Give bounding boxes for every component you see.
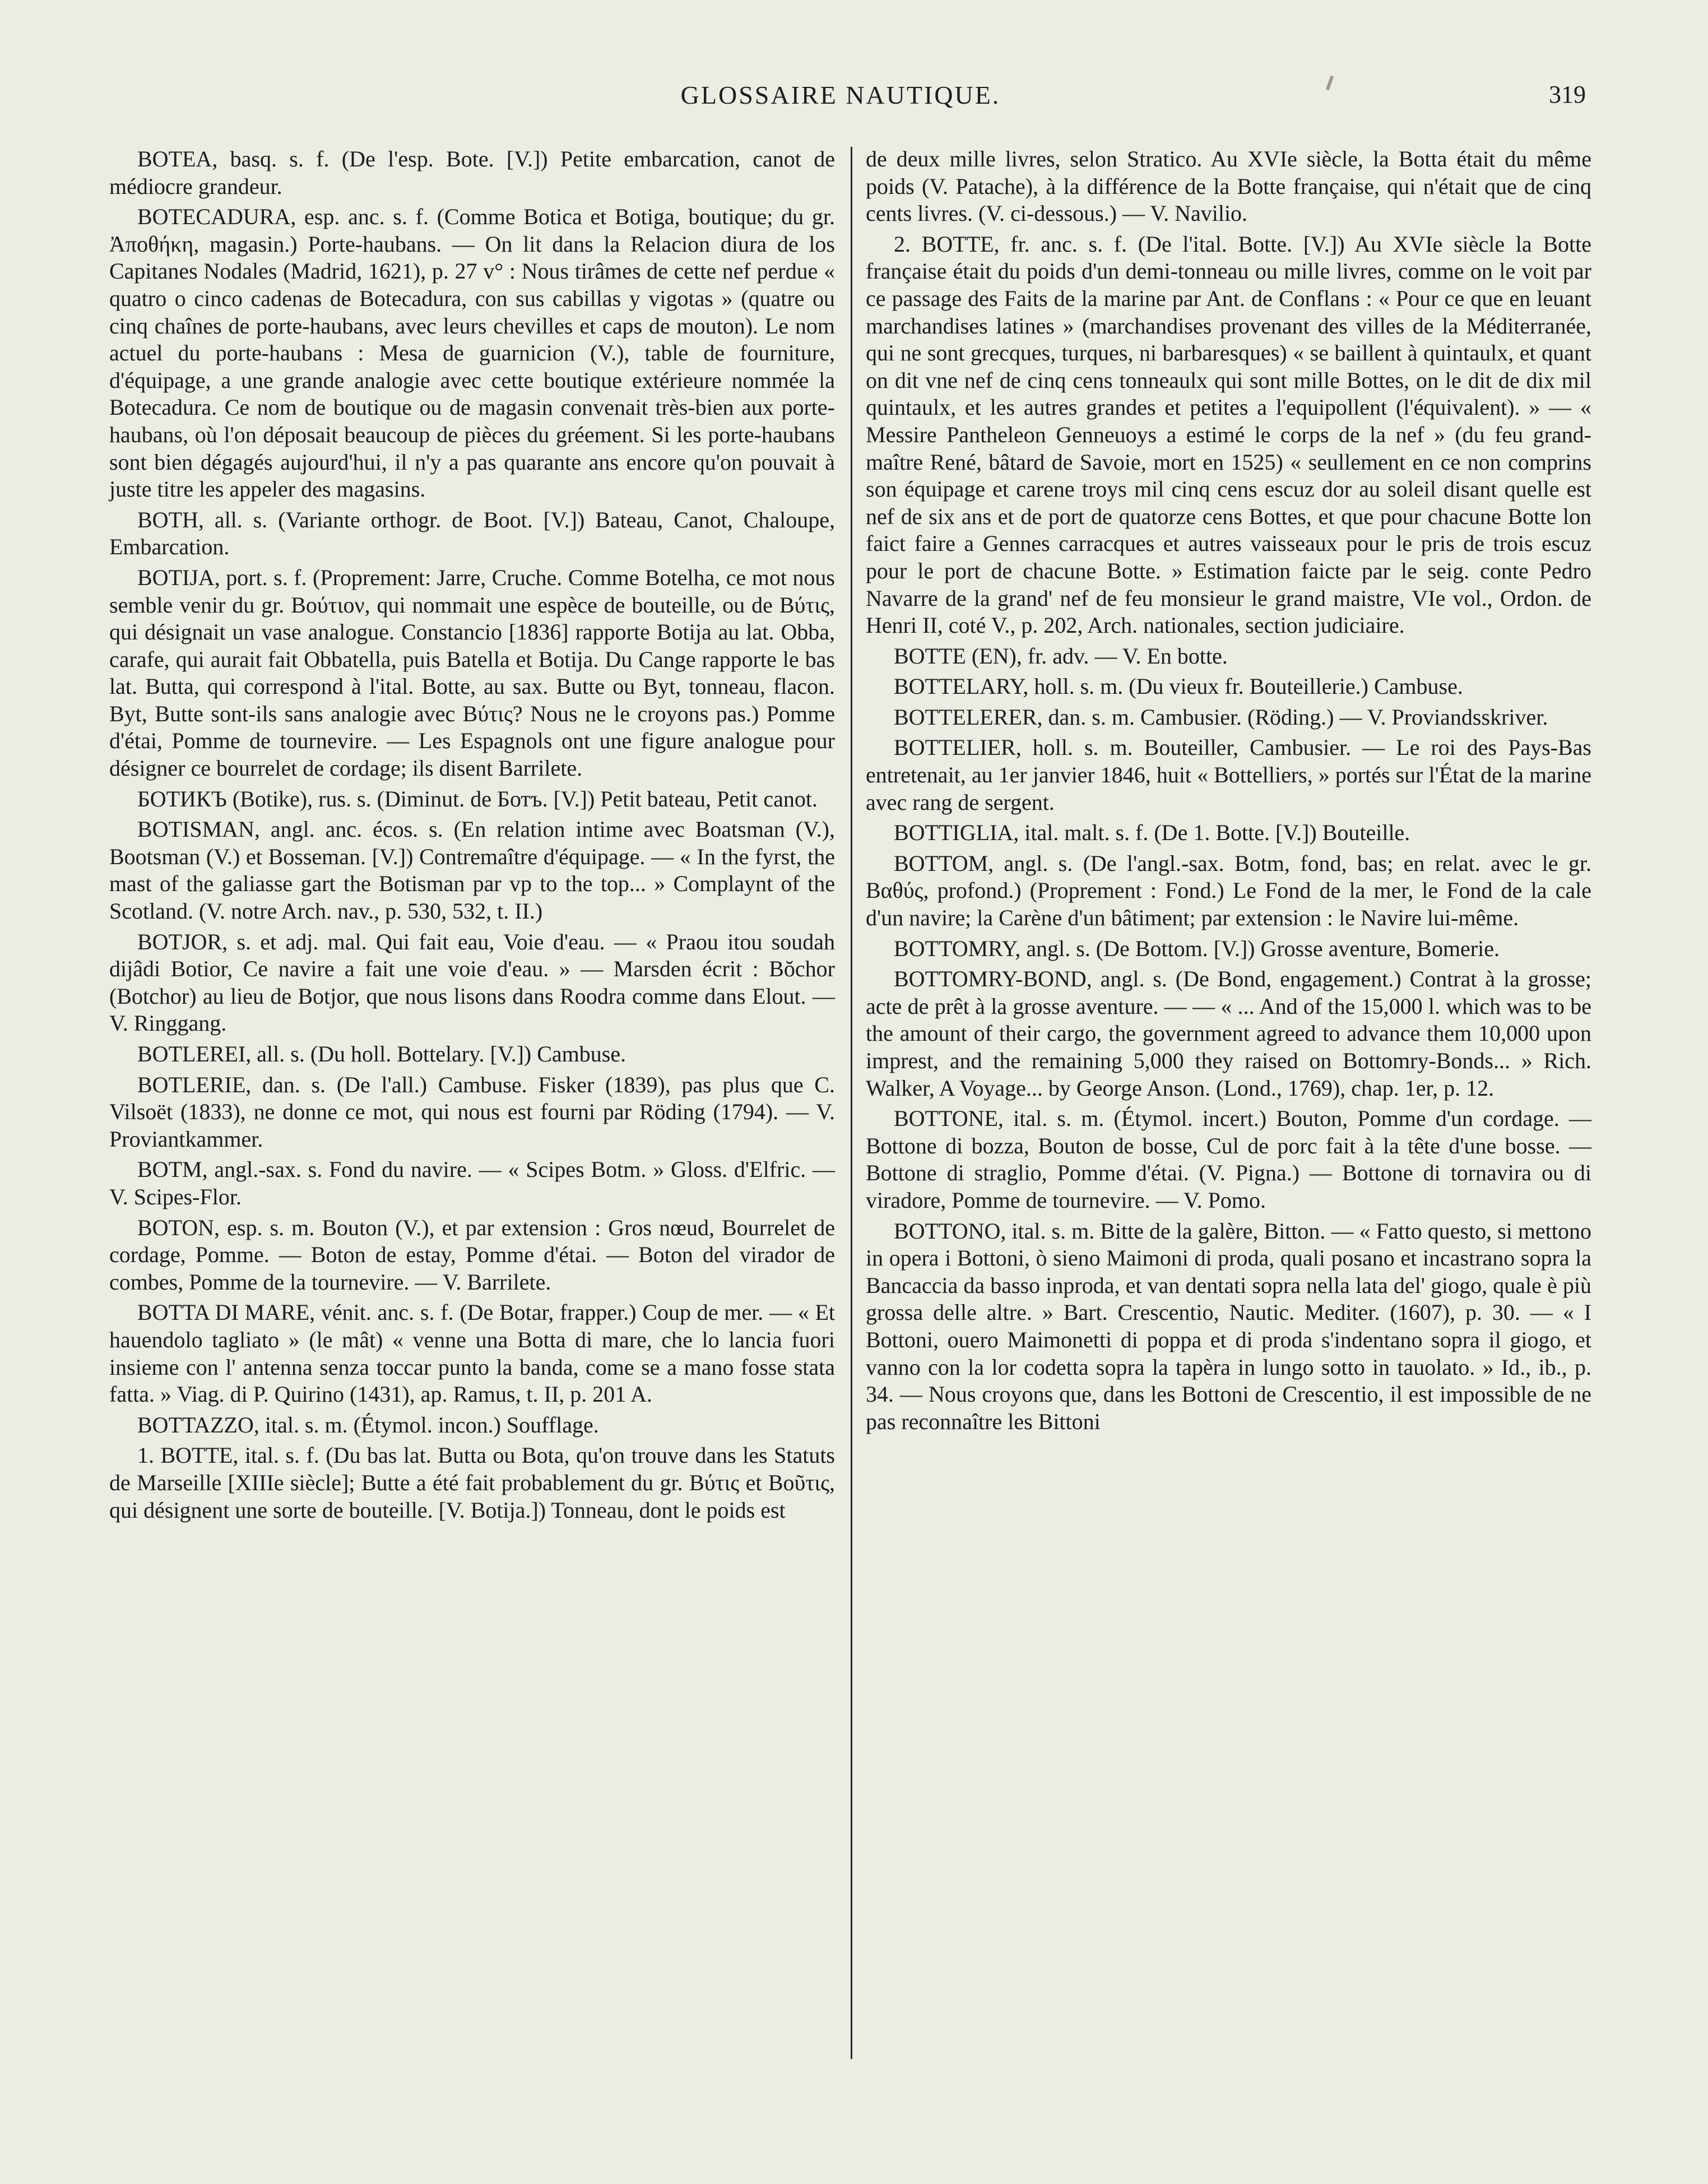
page-header: [95, 70, 1586, 132]
entry-bottom: BOTTOM, angl. s. (De l'angl.-sax. Botm, fond, bas; en relat. avec le gr. Βαθύς, profond.) (Proprement : Fond.) Le Fond de la mer, le Fond de la cale d'un navire; la Carène d'un bâtiment; par extension : le Navire lui-même.: [866, 850, 1591, 931]
entry-botija: BOTIJA, port. s. f. (Proprement: Jarre, Cruche. Comme Botelha, ce mot nous semble venir du gr. Βούτιον, qui nommait une espèce de bouteille, ou de Βύτις, qui désignait un vase analogue. Constancio [1836] rapporte Botija au lat. Obba, carafe, qui aurait fait Obbatella, puis Batella et Botija. Du Cange rapporte le bas lat. Butta, qui correspond à l'ital. Botte, au sax. Butte ou Byt, tonneau, flacon. Byt, Butte sont-ils sans analogie avec Βύτις? Nous ne le croyons pas.) Pomme d'étai, Pomme de tournevire. — Les Espagnols ont une figure analogue pour désigner ce bourrelet de cordage; ils disent Barrilete.: [109, 564, 835, 781]
entry-botte-1-continued: de deux mille livres, selon Stratico. Au XVIe siècle, la Botta était du même poids (V. Patache), à la différence de la Botte française, qui n'était que de cinq cents livres. (V. ci-dessous.) — V. Navilio.: [866, 146, 1591, 226]
entry-botta-di-mare: BOTTA DI MARE, vénit. anc. s. f. (De Botar, frapper.) Coup de mer. — « Et hauendolo tagliato » (le mât) « venne una Botta di mare, che lo lancia fuori insieme con l' antenna senza toccar punto la banda, come se a mano fosse stata fatta. » Viag. di P. Quirino (1431), ap. Ramus, t. II, p. 201 A.: [109, 1300, 835, 1407]
entry-bottone: BOTTONE, ital. s. m. (Étymol. incert.) Bouton, Pomme d'un cordage. — Bottone di bozza, Bouton de bosse, Cul de porc fait à la tête d'une bosse. — Bottone di straglio, Pomme d'étai. (V. Pigna.) — Bottone di tornavira ou di viradore, Pomme de tournevire. — V. Pomo.: [866, 1106, 1591, 1213]
entry-bottelary: BOTTELARY, holl. s. m. (Du vieux fr. Bouteillerie.) Cambuse.: [894, 674, 1463, 699]
entry-both: BOTH, all. s. (Variante orthogr. de Boot. [V.]) Bateau, Canot, Chaloupe, Embarcation.: [109, 507, 835, 560]
entry-bottiglia: BOTTIGLIA, ital. malt. s. f. (De 1. Botte. [V.]) Bouteille.: [894, 820, 1410, 846]
entry-botisman: BOTISMAN, angl. anc. écos. s. (En relation intime avec Boatsman (V.), Bootsman (V.) et Bosseman. [V.]) Contremaître d'équipage. — « In the fyrst, the mast of the galiasse gart the Botisman par vp to the top... » Complaynt of the Scotland. (V. notre Arch. nav., p. 530, 532, t. II.): [109, 817, 835, 924]
running-title: GLOSSAIRE NAUTIQUE.: [680, 81, 1001, 109]
page-number: 319: [1549, 81, 1586, 108]
entry-botea: BOTEA, basq. s. f. (De l'esp. Bote. [V.]) Petite embarcation, canot de médiocre grandeur.: [109, 146, 835, 199]
entry-botte-en: BOTTE (EN), fr. adv. — V. En botte.: [894, 643, 1228, 669]
left-column: [109, 146, 835, 1527]
entry-botteleren: BOTTELERER, dan. s. m. Cambusier. (Röding.) — V. Proviandsskriver.: [894, 704, 1548, 730]
entry-botecadura: BOTECADURA, esp. anc. s. f. (Comme Botica et Botiga, boutique; du gr. Ἀποθήκη, magasin.) Porte-haubans. — On lit dans la Relacion diura de los Capitanes Nodales (Madrid, 1621), p. 27 v° : Nous tirâmes de cette nef perdue « quatro o cinco cadenas de Botecadura, con sus cabillas y vigotas » (quatre ou cinq chaînes de porte-haubans, avec leurs chevilles et caps de mouton). Le nom actuel du porte-haubans : Mesa de guarnicion (V.), table de fourniture, d'équipage, a une grande analogie avec cette boutique extérieure nommée la Botecadura. Ce nom de boutique ou de magasin convenait très-bien aux porte-haubans, où l'on déposait beaucoup de pièces du gréement. Si les porte-haubans sont bien dégagés aujourd'hui, il n'y a pas quarante ans encore qu'on pouvait à juste titre les appeler des magasins.: [109, 204, 835, 502]
entry-botjor: BOTJOR, s. et adj. mal. Qui fait eau, Voie d'eau. — « Praou itou soudah dijâdi Botior, Ce navire a fait une voie d'eau. » — Marsden écrit : Bŏchor (Botchor) au lieu de Botjor, que nous lisons dans Roodra comme dans Elout. — V. Ringgang.: [109, 929, 835, 1036]
entry-botte-1: 1. BOTTE, ital. s. f. (Du bas lat. Butta ou Bota, qu'on trouve dans les Statuts de Marseille [XIIIe siècle]; Butte a été fait probablement du gr. Βύτις et Βοῦτις, qui désignent une sorte de bouteille. [V. Botija.]) Tonneau, dont le poids est: [109, 1443, 835, 1523]
entry-bottomry-bond: BOTTOMRY-BOND, angl. s. (De Bond, engagement.) Contrat à la grosse; acte de prêt à la grosse aventure. — — « ... And of the 15,000 l. which was to be the amount of their cargo, the government agreed to advance them 10,000 upon imprest, and the remaining 5,000 they raised on Bottomry-Bonds... » Rich. Walker, A Voyage... by George Anson. (Lond., 1769), chap. 1er, p. 12.: [866, 966, 1591, 1101]
entry-botlerie: BOTLERIE, dan. s. (De l'all.) Cambuse. Fisker (1839), pas plus que C. Vilsoët (1833), ne donne ce mot, qui nous est fourni par Röding (1794). — V. Proviantkammer.: [109, 1072, 835, 1152]
entry-bottomry: BOTTOMRY, angl. s. (De Bottom. [V.]) Grosse aventure, Bomerie.: [894, 935, 1500, 961]
entry-bottono: BOTTONO, ital. s. m. Bitte de la galère, Bitton. — « Fatto questo, si mettono in opera i Bottoni, ò sieno Maimoni di proda, quali posano et incastrano sopra la Bancaccia da basso inproda, et van dentati sopra nella lata del' giogo, quale è più grossa delle altre. » Bart. Crescentio, Nautic. Mediter. (1607), p. 30. — « I Bottoni, ouero Maimonetti di poppa et di proda s'indentano sopra il giogo, et vanno con la lor codetta sopra la tapèra in lungo sotto in tauolato. » Id., ib., p. 34. — Nous croyons que, dans les Bottoni de Crescentio, il est impossible de ne pas reconnaître les Bittoni: [866, 1218, 1591, 1434]
right-column: [866, 146, 1591, 1439]
entry-botlerei: BOTLEREI, all. s. (Du holl. Bottelary. [V.]) Cambuse.: [137, 1041, 626, 1067]
entry-bottazzo: BOTTAZZO, ital. s. m. (Étymol. incon.) Soufflage.: [137, 1412, 599, 1438]
entry-botike: БОТИКЪ (Botike), rus. s. (Diminut. de Ботъ. [V.]) Petit bateau, Petit canot.: [137, 786, 818, 812]
entry-botm: BOTM, angl.-sax. s. Fond du navire. — « Scipes Botm. » Gloss. d'Elfric. — V. Scipes-Flor.: [109, 1157, 835, 1209]
column-divider: [851, 147, 852, 2059]
entry-botte-2: 2. BOTTE, fr. anc. s. f. (De l'ital. Botte. [V.]) Au XVIe siècle la Botte française était du poids d'un demi-tonneau ou mille livres, comme on le voit par ce passage des Faits de la marine par Ant. de Conflans : « Pour ce que en leuant marchandises latines » (marchandises provenant des villes de la Méditerranée, qui ne sont grecques, turques, ni barbaresques) « se baillent à quintaulx, et quant on dit vne nef de cinq cens tonneaulx qui sont mille Bottes, on le dit de dix mil quintaulx, et les autres grandes et petites a l'equipollent (l'équivalent). » — « Messire Pantheleon Genneuoys a estimé le corps de la nef » (du feu grand-maître René, bâtard de Savoie, mort en 1525) « seullement en ce non comprins son équipage et carene troys mil cinq cens escuz dor au soleil disant quelle est nef de six ans et de port de quatorze cens Bottes, et que pour chacune Botte lon faict faire a Gennes carracques et autres vaisseaux pour le pris de trois escuz pour le port de chacune Botte. » Estimation faicte par le seig. conte Pedro Navarre de la grand' nef de feu monsieur le grand maistre, VIe vol., Ordon. de Henri II, coté V., p. 202, Arch. nationales, section judiciaire.: [866, 231, 1591, 638]
entry-boton: BOTON, esp. s. m. Bouton (V.), et par extension : Gros nœud, Bourrelet de cordage, Pomme. — Boton de estay, Pomme d'étai. — Boton del virador de combes, Pomme de la tournevire. — V. Barrilete.: [109, 1214, 835, 1295]
entry-bottelier: BOTTELIER, holl. s. m. Bouteiller, Cambusier. — Le roi des Pays-Bas entretenait, au 1er janvier 1846, huit « Bottelliers, » portés sur l'État de la marine avec rang de sergent.: [866, 735, 1591, 815]
